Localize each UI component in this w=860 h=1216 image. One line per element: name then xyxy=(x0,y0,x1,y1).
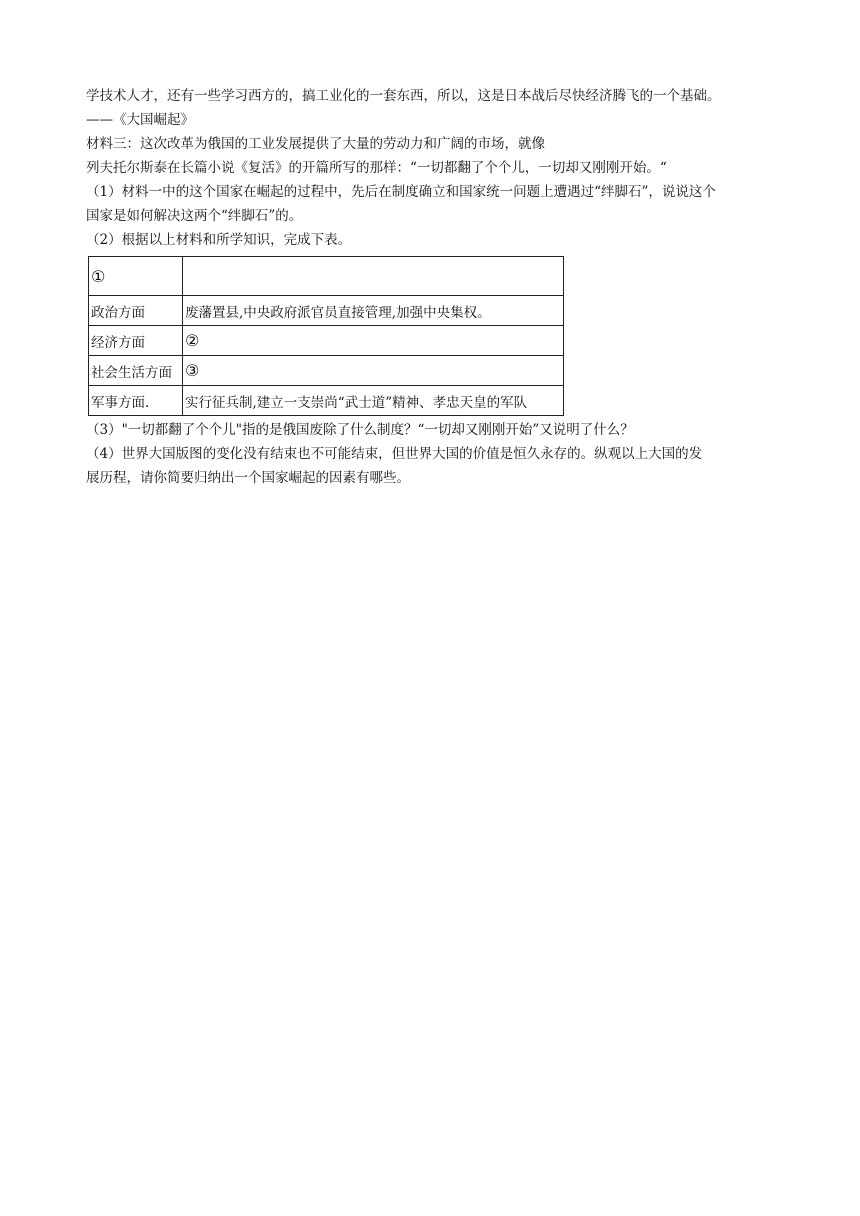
table-row xyxy=(89,356,564,386)
document-page xyxy=(86,84,786,490)
reform-summary-table xyxy=(88,256,564,416)
table-cell-content: 实行征兵制,建立一支崇尚“武士道”精神、孝忠天皇的军队 xyxy=(183,386,564,416)
blank-marker-1: ① xyxy=(91,266,106,286)
question-3: （3）"一切都翻了个个儿"指的是俄国废除了什么制度？“一切却又刚刚开始”又说明了什么？ xyxy=(86,422,634,438)
question-4-line-2: 展历程，请你简要归纳出一个国家崛起的因素有哪些。 xyxy=(86,470,410,486)
question-1-line-2: 国家是如何解决这两个“绊脚石”的。 xyxy=(86,208,303,224)
table-cell-label: 军事方面. xyxy=(89,386,183,416)
table-cell-content xyxy=(183,257,564,296)
material-three-text-line-2: 列夫托尔斯泰在长篇小说《复活》的开篇所写的那样：“一切都翻了个个儿，一切却又刚刚开始。“ xyxy=(86,160,667,176)
table-cell-label: 经济方面 xyxy=(89,326,183,356)
table-cell-label: 政治方面 xyxy=(89,296,183,326)
table-row xyxy=(89,296,564,326)
table-cell-label: 社会生活方面 xyxy=(89,356,183,386)
table-row xyxy=(89,257,564,296)
question-2: （2）根据以上材料和所学知识，完成下表。 xyxy=(86,232,352,248)
blank-marker-2: ② xyxy=(185,331,200,350)
material-two-continued-text: 学技术人才，还有一些学习西方的，搞工业化的一套东西，所以，这是日本战后尽快经济腾飞的一个基础。 xyxy=(86,88,721,104)
table-cell-content xyxy=(183,326,564,356)
table-row xyxy=(89,386,564,416)
table-row xyxy=(89,326,564,356)
material-three-text-line-1: 材料三：这次改革为俄国的工业发展提供了大量的劳动力和广阔的市场，就像 xyxy=(86,136,545,152)
question-4-line-1: （4）世界大国版图的变化没有结束也不可能结束，但世界大国的价值是恒久永存的。纵观以上大国的发 xyxy=(86,446,703,462)
question-1-line-1: （1）材料一中的这个国家在崛起的过程中，先后在制度确立和国家统一问题上遭遇过“绊脚石”，说说这个 xyxy=(86,184,716,200)
blank-marker-3: ③ xyxy=(185,361,200,380)
table-cell-content: 废藩置县,中央政府派官员直接管理,加强中央集权。 xyxy=(183,296,564,326)
table-cell-label xyxy=(89,257,183,296)
table-cell-content xyxy=(183,356,564,386)
material-two-source: ——《大国崛起》 xyxy=(86,112,194,128)
